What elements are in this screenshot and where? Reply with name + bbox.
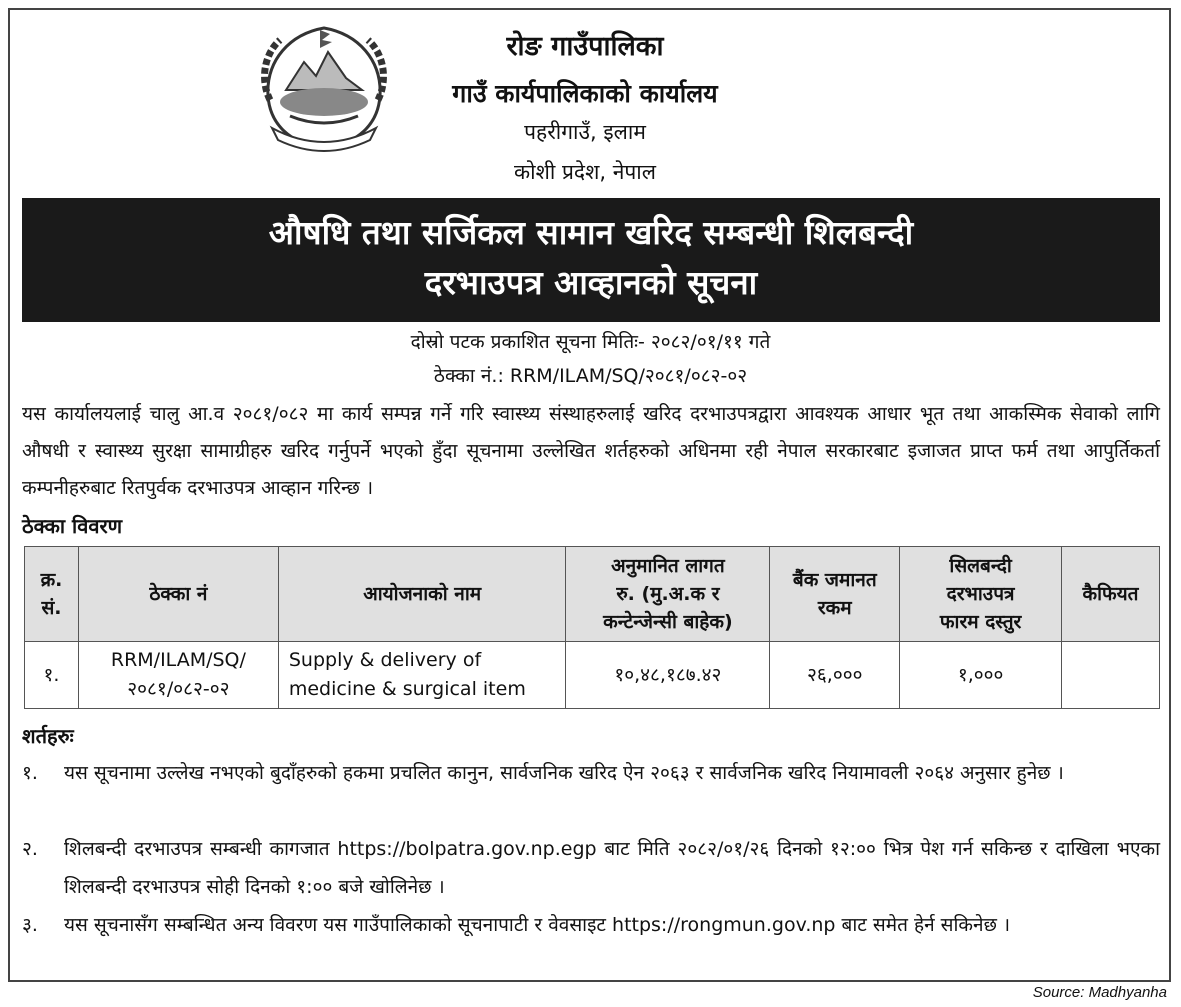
header-bank-guarantee: बैंक जमानत रकम: [770, 547, 900, 642]
condition-number: १.: [22, 762, 38, 784]
cell-serial: १.: [25, 642, 79, 709]
condition-text: शिलबन्दी दरभाउपत्र सम्बन्धी कागजात https://bolpatra.gov.np.egp बाट मिति २०८२/०१/२६ दिनको १२:०० भित्र पेश गर्न सकिन्छ र दाखिला भएका शिलबन्दी दरभाउपत्र सोही दिनको १:०० बजे खोलिनेछ ।: [64, 838, 1160, 898]
condition-item: [22, 754, 1160, 792]
nepal-government-emblem-icon: [250, 20, 398, 160]
source-credit: Source: Madhyanha: [1032, 984, 1167, 1001]
header-project-name: आयोजनाको नाम: [278, 547, 566, 642]
header-estimated-cost: अनुमानित लागत रु. (मु.अ.क र कन्टेन्जेन्सी बाहेक): [566, 547, 770, 642]
cell-remarks: [1062, 642, 1160, 709]
office-address: पहरीगाउँ, इलाम: [524, 120, 646, 144]
conditions-label: शर्तहरुः: [22, 724, 74, 748]
header-serial: क्र. सं.: [25, 547, 79, 642]
publish-date-line: दोस्रो पटक प्रकाशित सूचना मितिः- २०८२/०१/११ गते: [410, 331, 771, 353]
table-row: [25, 642, 1160, 709]
header-remarks: कैफियत: [1062, 547, 1160, 642]
header-form-fee: सिलबन्दी दरभाउपत्र फारम दस्तुर: [900, 547, 1062, 642]
table-header-row: [25, 547, 1160, 642]
municipality-name: रोङ गाउँपालिका: [506, 31, 664, 62]
cell-project-name: Supply & delivery of medicine & surgical item: [278, 642, 566, 709]
contract-number-line: ठेक्का नं.: RRM/ILAM/SQ/२०८१/०८२-०२: [433, 365, 748, 387]
condition-number: २.: [22, 838, 38, 860]
contract-table: [24, 546, 1160, 709]
intro-paragraph: यस कार्यालयलाई चालु आ.व २०८१/०८२ मा कार्य सम्पन्न गर्ने गरि स्वास्थ्य संस्थाहरुलाई खरिद दरभाउपत्रद्वारा आवश्यक आधार भूत तथा आकस्मिक सेवाको लागि औषधी र स्वास्थ्य सुरक्षा सामाग्रीहरु खरिद गर्नुपर्ने भएको हुँदा सूचनामा उल्लेखित शर्तहरुको अधिनमा रही नेपाल सरकारबाट इजाजत प्राप्त फर्म तथा आपुर्तिकर्ता कम्पनीहरुबाट रितपुर्वक दरभाउपत्र आव्हान गरिन्छ ।: [22, 403, 1160, 499]
notice-title-line-2: दरभाउपत्र आव्हानको सूचना: [424, 263, 758, 302]
condition-text: यस सूचनामा उल्लेख नभएको बुदाँहरुको हकमा प्रचलित कानुन, सार्वजनिक खरिद ऐन २०६३ र सार्वजनिक खरिद नियामावली २०६४ अनुसार हुनेछ ।: [64, 762, 1064, 784]
cell-estimated-cost: १०,४८,१८७.४२: [566, 642, 770, 709]
office-name: गाउँ कार्यपालिकाको कार्यालय: [452, 79, 718, 108]
condition-number: ३.: [22, 914, 38, 936]
cell-bank-guarantee: २६,०००: [770, 642, 900, 709]
header-contract-no: ठेक्का नं: [78, 547, 278, 642]
notice-title-line-1: औषधि तथा सर्जिकल सामान खरिद सम्बन्धी शिलबन्दी: [268, 213, 914, 252]
cell-form-fee: १,०००: [900, 642, 1062, 709]
province-country: कोशी प्रदेश, नेपाल: [514, 160, 656, 184]
notice-title-banner: [22, 198, 1160, 322]
cell-contract-no: RRM/ILAM/SQ/ २०८१/०८२-०२: [78, 642, 278, 709]
condition-text: यस सूचनासँग सम्बन्धित अन्य विवरण यस गाउँपालिकाको सूचनापाटी र वेवसाइट https://rongmun.gov.np बाट समेत हेर्न सकिनेछ ।: [64, 914, 1011, 936]
condition-item: [22, 906, 1160, 944]
condition-item: [22, 830, 1160, 906]
contract-details-label: ठेक्का विवरण: [22, 514, 123, 538]
